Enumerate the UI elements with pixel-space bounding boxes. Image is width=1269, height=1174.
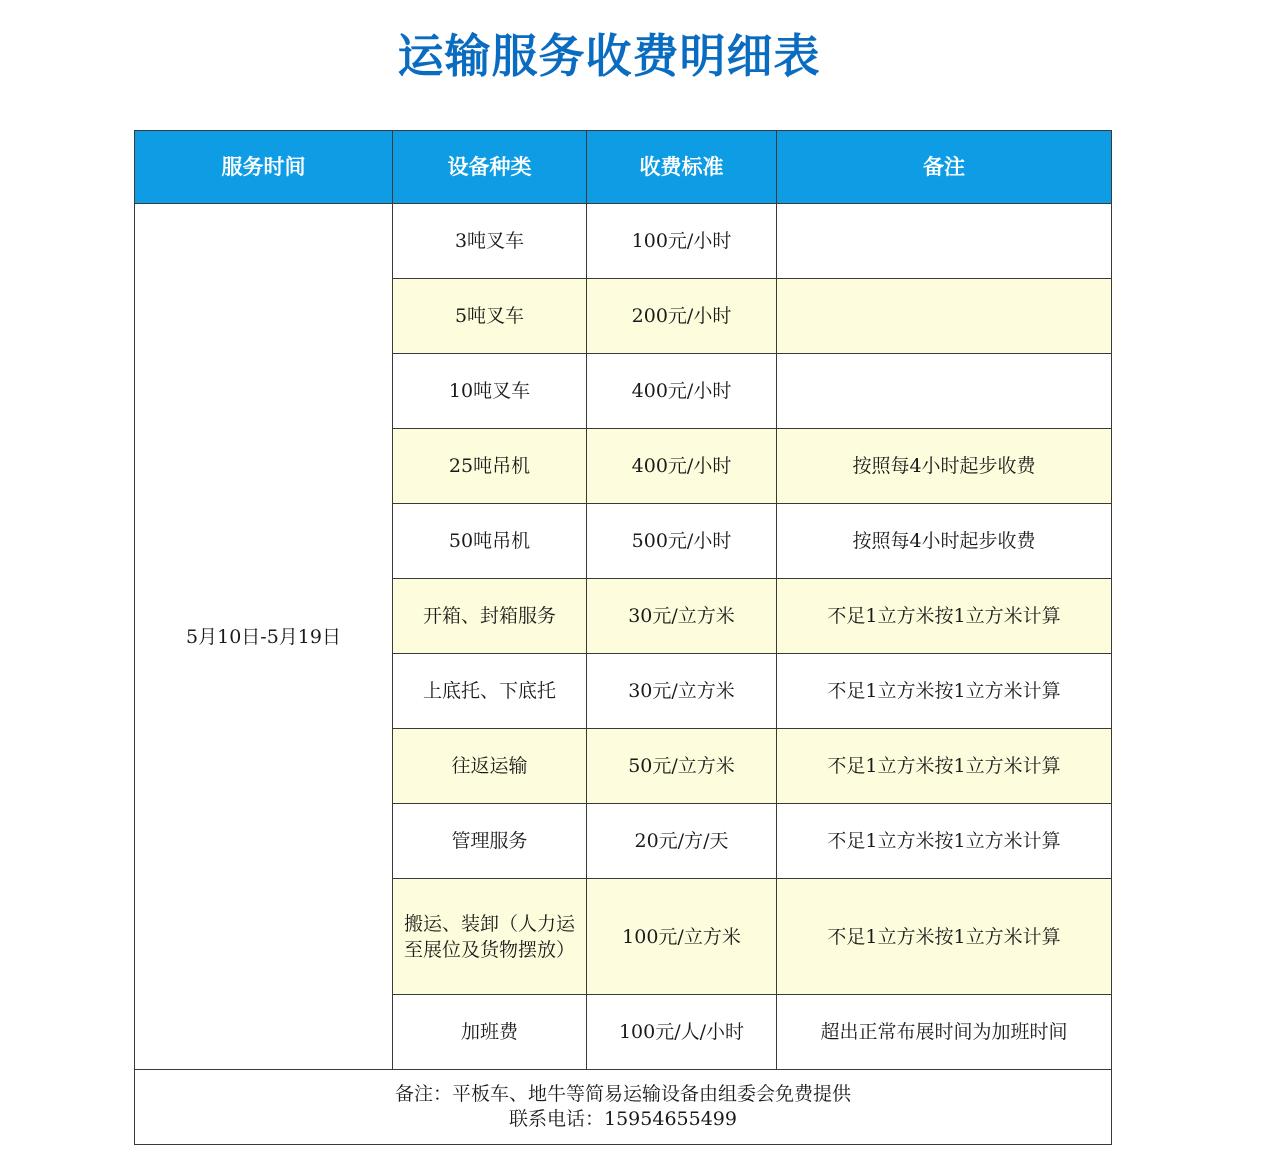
fee-cell: 30元/立方米 [587, 579, 777, 654]
footer-contact: 联系电话：15954655499 [509, 1108, 737, 1130]
fee-cell: 100元/小时 [587, 204, 777, 279]
service-time-cell: 5月10日-5月19日 [135, 204, 393, 1070]
fee-cell: 20元/方/天 [587, 804, 777, 879]
fee-table [134, 130, 1112, 1145]
page-title: 运输服务收费明细表 [397, 29, 821, 83]
note-cell: 不足1立方米按1立方米计算 [777, 729, 1112, 804]
equipment-cell: 开箱、封箱服务 [393, 579, 587, 654]
header-row [135, 131, 1112, 204]
note-cell: 超出正常布展时间为加班时间 [777, 995, 1112, 1070]
note-cell [777, 204, 1112, 279]
header-service-time: 服务时间 [135, 131, 393, 204]
note-cell: 不足1立方米按1立方米计算 [777, 804, 1112, 879]
equipment-cell: 往返运输 [393, 729, 587, 804]
equipment-cell: 25吨吊机 [393, 429, 587, 504]
header-note: 备注 [777, 131, 1112, 204]
equipment-cell: 管理服务 [393, 804, 587, 879]
note-cell: 不足1立方米按1立方米计算 [777, 579, 1112, 654]
fee-cell: 400元/小时 [587, 354, 777, 429]
fee-cell: 50元/立方米 [587, 729, 777, 804]
fee-cell: 200元/小时 [587, 279, 777, 354]
note-cell [777, 279, 1112, 354]
note-cell [777, 354, 1112, 429]
equipment-cell: 搬运、装卸（人力运至展位及货物摆放） [393, 879, 587, 995]
footer-remark: 备注：平板车、地牛等简易运输设备由组委会免费提供 [394, 1083, 851, 1105]
equipment-cell: 上底托、下底托 [393, 654, 587, 729]
fee-cell: 100元/人/小时 [587, 995, 777, 1070]
note-cell: 不足1立方米按1立方米计算 [777, 654, 1112, 729]
note-cell: 按照每4小时起步收费 [777, 504, 1112, 579]
equipment-cell: 50吨吊机 [393, 504, 587, 579]
footer-row [135, 1070, 1112, 1145]
equipment-cell: 加班费 [393, 995, 587, 1070]
equipment-cell: 10吨叉车 [393, 354, 587, 429]
fee-cell: 500元/小时 [587, 504, 777, 579]
fee-cell: 400元/小时 [587, 429, 777, 504]
header-equipment: 设备种类 [393, 131, 587, 204]
fee-cell: 100元/立方米 [587, 879, 777, 995]
equipment-cell: 3吨叉车 [393, 204, 587, 279]
note-cell: 不足1立方米按1立方米计算 [777, 879, 1112, 995]
note-cell: 按照每4小时起步收费 [777, 429, 1112, 504]
table-row [135, 204, 1112, 279]
fee-cell: 30元/立方米 [587, 654, 777, 729]
equipment-cell: 5吨叉车 [393, 279, 587, 354]
header-fee: 收费标准 [587, 131, 777, 204]
footer-cell [135, 1070, 1112, 1145]
